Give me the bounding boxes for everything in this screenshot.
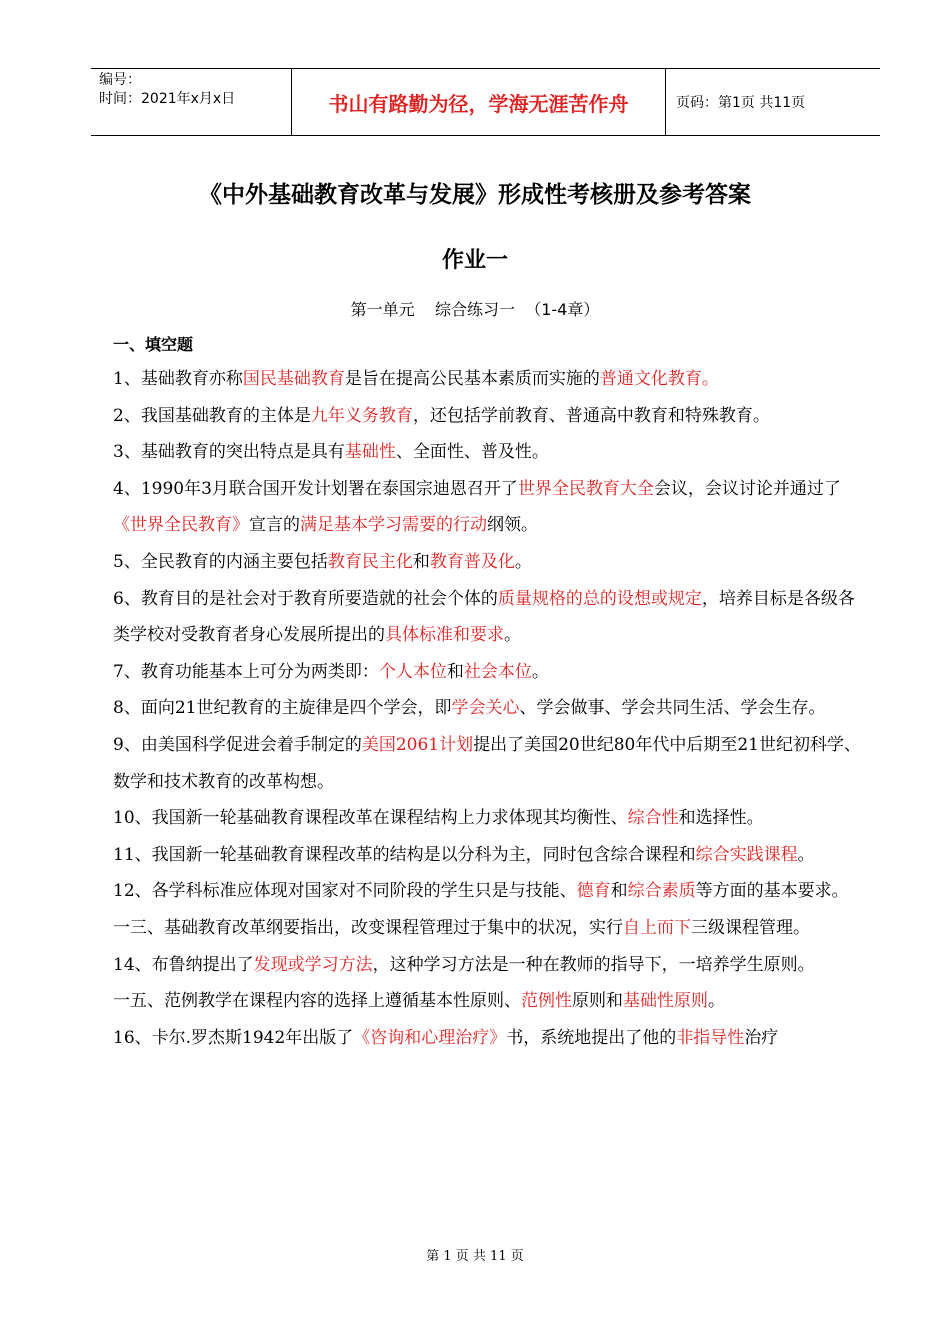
question-text: 、学会做事、学会共同生活、学会生存。 [519, 698, 826, 719]
question-text: 三级课程管理。 [691, 917, 810, 938]
question-text: 和 [412, 551, 430, 572]
question-text: 一五、范例教学在课程内容的选择上遵循基本性原则、 [113, 991, 521, 1012]
answer-text: 具体标准和要求 [385, 625, 504, 646]
question-item [113, 910, 863, 947]
question-text: ，还包括学前教育、普通高中教育和特殊教育。 [412, 405, 770, 426]
question-item [113, 727, 863, 800]
answer-text: 教育普及化 [429, 551, 515, 572]
question-text: 。 [797, 844, 815, 865]
question-text: 提出了美国20世纪80年代中后期至21世纪初科学、数学和技术教育的改革构想。 [113, 734, 861, 792]
answer-text: 普通文化教育。 [599, 369, 719, 389]
question-item [113, 471, 863, 544]
answer-text: 满足基本学习需要的行动 [300, 515, 487, 536]
question-text: 和 [610, 881, 628, 902]
answer-text: 《世界全民教育》 [113, 515, 249, 536]
question-text: 8、面向21世纪教育的主旋律是四个学会，即 [113, 698, 452, 719]
question-text: 11、我国新一轮基础教育课程改革的结构是以分科为主，同时包含综合课程和 [113, 844, 696, 865]
question-text: 会议，会议讨论并通过了 [653, 478, 841, 499]
answer-text: 基础性 [344, 442, 396, 463]
question-text: 、全面性、普及性。 [395, 442, 549, 463]
question-item [113, 361, 863, 398]
question-text: 7、教育功能基本上可分为两类即： [113, 661, 379, 682]
question-text: 2、我国基础教育的主体是 [113, 405, 311, 426]
question-item [113, 800, 863, 837]
question-text: 宣言的 [249, 515, 300, 536]
number-label: 编号： [99, 72, 141, 88]
question-item [113, 654, 863, 691]
time-label: 时间：2021年x月x日 [99, 91, 236, 107]
answer-text: 综合实践课程 [695, 844, 798, 865]
question-text: 和选择性。 [678, 808, 764, 829]
question-item [113, 873, 863, 910]
question-text: 4、1990年3月联合国开发计划署在泰国宗迪恩召开了 [113, 478, 518, 499]
question-text: ，培养目标是各级各类学校对受教育者身心发展所提出的 [113, 588, 855, 646]
motto: 书山有路勤为径，学海无涯苦作舟 [292, 69, 666, 135]
answer-text: 基础性原则 [623, 991, 708, 1012]
answer-text: 社会本位 [463, 661, 532, 682]
question-item [113, 690, 863, 727]
header-table [91, 68, 880, 136]
question-text: 16、卡尔.罗杰斯1942年出版了 [113, 1027, 354, 1048]
answer-text: 范例性 [521, 991, 572, 1012]
answer-text: 质量规格的总的设想或规定 [497, 588, 702, 609]
question-item [113, 1020, 863, 1057]
page-label: 页码：第1页 共11页 [676, 95, 806, 111]
answer-text: 教育民主化 [327, 551, 413, 572]
question-text: 14、布鲁纳提出了 [113, 954, 254, 975]
question-text: 12、各学科标准应体现对国家对不同阶段的学生只是与技能、 [113, 881, 577, 902]
assignment-title: 作业一 [441, 248, 508, 273]
answer-text: 综合素质 [627, 881, 696, 902]
question-text: 10、我国新一轮基础教育课程改革在课程结构上力求体现其均衡性、 [113, 808, 628, 829]
question-item [113, 581, 863, 654]
question-text: 治疗 [744, 1027, 779, 1048]
answer-text: 发现或学习方法 [253, 954, 373, 975]
answer-text: 非指导性 [676, 1027, 745, 1048]
question-text: 和 [446, 661, 464, 682]
question-text: 等方面的基本要求。 [695, 881, 849, 902]
header-left-cell [91, 69, 292, 135]
answer-text: 个人本位 [378, 661, 447, 682]
answer-text: 世界全民教育大全 [517, 478, 654, 499]
question-text: 5、全民教育的内涵主要包括 [113, 551, 328, 572]
question-text: 原则和 [572, 991, 623, 1012]
question-text: 一三、基础教育改革纲要指出，改变课程管理过于集中的状况，实行 [113, 917, 623, 938]
answer-text: 九年义务教育 [310, 405, 413, 426]
question-text: 3、基础教育的突出特点是具有 [113, 442, 345, 463]
question-item [113, 837, 863, 874]
question-text: 。 [504, 625, 521, 646]
question-text: 1、基础教育亦称 [113, 369, 243, 389]
question-list [113, 361, 863, 1056]
question-item [113, 947, 863, 984]
question-item [113, 544, 863, 581]
question-text: 6、教育目的是社会对于教育所要造就的社会个体的 [113, 588, 498, 609]
section-heading: 一、填空题 [113, 335, 194, 354]
document-title: 《中外基础教育改革与发展》形成性考核册及参考答案 [199, 182, 751, 208]
question-text: 。 [531, 661, 549, 682]
answer-text: 《咨询和心理治疗》 [353, 1027, 507, 1048]
answer-text: 德育 [576, 881, 611, 902]
answer-text: 美国2061计划 [361, 734, 474, 755]
answer-text: 国民基础教育 [242, 369, 345, 389]
question-item [113, 983, 863, 1020]
page-footer: 第 1 页 共 11 页 [426, 1249, 524, 1264]
unit-heading: 第一单元 综合练习一 （1-4章） [350, 300, 600, 319]
answer-text: 学会关心 [451, 698, 520, 719]
question-item [113, 434, 863, 471]
question-text: 9、由美国科学促进会着手制定的 [113, 734, 362, 755]
answer-text: 综合性 [627, 808, 679, 829]
question-text: ，这种学习方法是一种在教师的指导下，一培养学生原则。 [372, 954, 815, 975]
question-item [113, 398, 863, 435]
question-text: 书，系统地提出了他的 [506, 1027, 677, 1048]
question-text: 是旨在提高公民基本素质而实施的 [344, 369, 600, 389]
answer-text: 自上而下 [623, 917, 691, 938]
question-text: 。 [514, 551, 532, 572]
question-text: 纲领。 [487, 515, 538, 536]
question-text: 。 [708, 991, 725, 1012]
